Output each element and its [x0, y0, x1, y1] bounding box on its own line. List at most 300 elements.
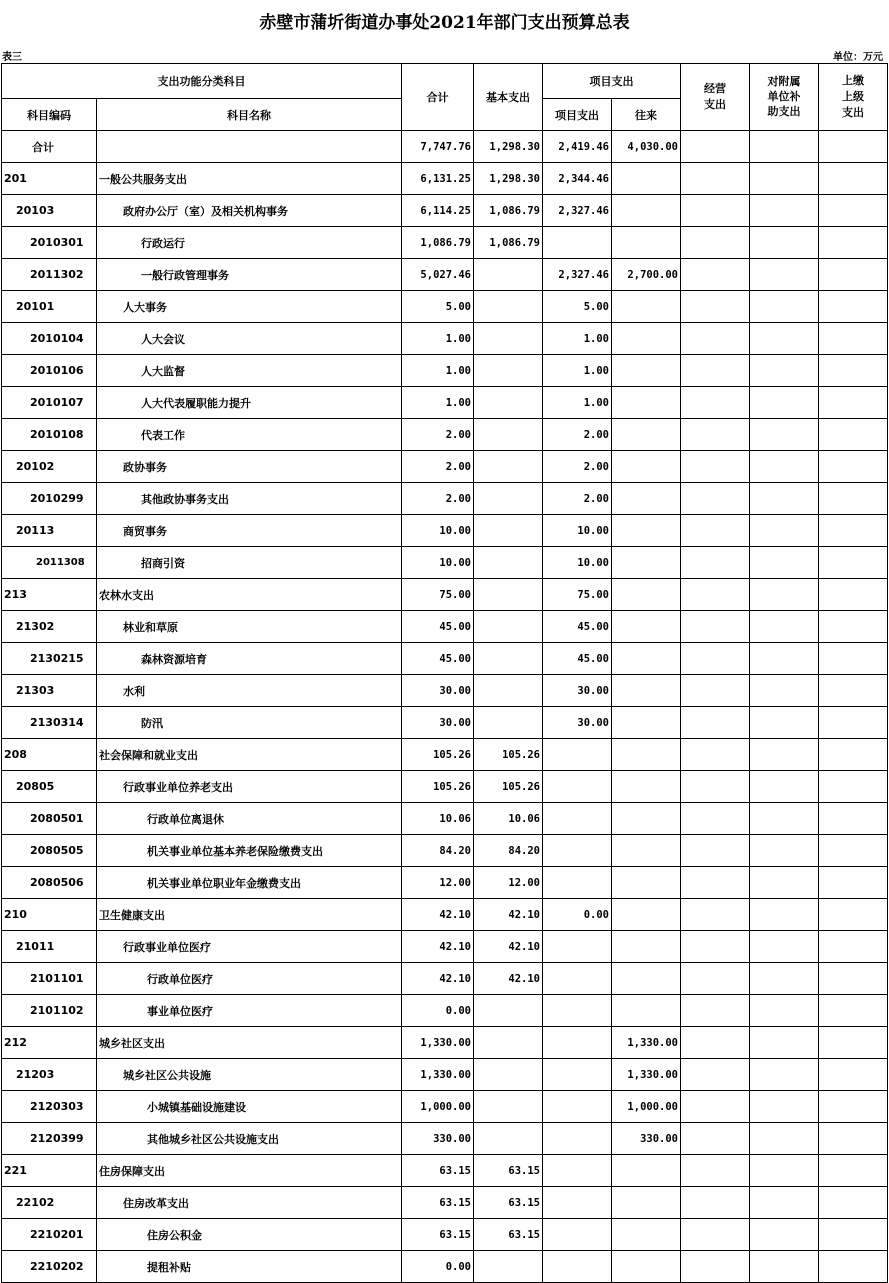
row-operation [681, 419, 750, 451]
table-number: 表三 [2, 52, 22, 63]
row-transfer [612, 547, 681, 579]
table-row [2, 835, 888, 867]
row-transfer [612, 1187, 681, 1219]
row-operation [681, 1091, 750, 1123]
row-name: 农林水支出 [97, 579, 402, 611]
row-subsidy [750, 1123, 819, 1155]
row-code: 21011 [2, 931, 97, 963]
row-project: 10.00 [543, 547, 612, 579]
row-total: 45.00 [402, 611, 474, 643]
row-name: 住房公积金 [97, 1219, 402, 1251]
page-title: 赤壁市蒲圻街道办事处2021年部门支出预算总表 [259, 13, 630, 33]
table-row [2, 291, 888, 323]
row-basic: 42.10 [474, 963, 543, 995]
table-row [2, 1123, 888, 1155]
row-code: 2080501 [2, 803, 97, 835]
row-basic: 1,086.79 [474, 195, 543, 227]
row-total: 12.00 [402, 867, 474, 899]
header-upper-text: 上缴上级支出 [842, 74, 864, 119]
row-name: 其他政协事务支出 [97, 483, 402, 515]
row-transfer [612, 227, 681, 259]
table-row [2, 547, 888, 579]
row-upper [819, 739, 888, 771]
row-subsidy [750, 611, 819, 643]
row-total: 84.20 [402, 835, 474, 867]
row-subsidy [750, 1219, 819, 1251]
header-category: 支出功能分类科目 [2, 64, 402, 99]
row-name: 机关事业单位基本养老保险缴费支出 [97, 835, 402, 867]
row-project [543, 835, 612, 867]
row-basic [474, 355, 543, 387]
row-operation [681, 1219, 750, 1251]
row-total: 1,330.00 [402, 1027, 474, 1059]
row-transfer [612, 899, 681, 931]
row-name: 林业和草原 [97, 611, 402, 643]
row-transfer [612, 803, 681, 835]
row-code: 2101102 [2, 995, 97, 1027]
row-subsidy [750, 515, 819, 547]
row-upper [819, 995, 888, 1027]
row-transfer [612, 515, 681, 547]
header-operation-text: 经营支出 [704, 82, 726, 111]
row-subsidy [750, 1187, 819, 1219]
row-project: 45.00 [543, 643, 612, 675]
row-upper [819, 643, 888, 675]
row-total: 1,086.79 [402, 227, 474, 259]
table-body [2, 131, 888, 1283]
row-code: 2010108 [2, 419, 97, 451]
row-basic [474, 387, 543, 419]
row-operation [681, 1187, 750, 1219]
row-name: 防汛 [97, 707, 402, 739]
row-operation [681, 1155, 750, 1187]
row-transfer [612, 195, 681, 227]
row-code: 2010104 [2, 323, 97, 355]
table-row [2, 195, 888, 227]
row-basic: 105.26 [474, 771, 543, 803]
row-basic: 63.15 [474, 1155, 543, 1187]
row-code: 20103 [2, 195, 97, 227]
row-basic [474, 323, 543, 355]
row-basic: 1,298.30 [474, 163, 543, 195]
row-code: 221 [2, 1155, 97, 1187]
row-operation [681, 259, 750, 291]
row-code: 2010107 [2, 387, 97, 419]
row-project: 2,327.46 [543, 259, 612, 291]
table-row [2, 771, 888, 803]
table-row [2, 803, 888, 835]
row-total: 75.00 [402, 579, 474, 611]
row-project [543, 1155, 612, 1187]
row-operation [681, 483, 750, 515]
row-subsidy [750, 195, 819, 227]
row-code: 20102 [2, 451, 97, 483]
row-basic [474, 707, 543, 739]
row-subsidy [750, 1155, 819, 1187]
row-operation [681, 1059, 750, 1091]
row-name: 代表工作 [97, 419, 402, 451]
table-row [2, 227, 888, 259]
row-name: 行政运行 [97, 227, 402, 259]
row-name: 人大代表履职能力提升 [97, 387, 402, 419]
row-upper [819, 515, 888, 547]
row-basic [474, 1251, 543, 1283]
header-name: 科目名称 [97, 99, 402, 131]
row-transfer [612, 1219, 681, 1251]
budget-table [1, 63, 888, 1283]
row-name: 城乡社区支出 [97, 1027, 402, 1059]
row-name: 提租补贴 [97, 1251, 402, 1283]
row-basic: 42.10 [474, 899, 543, 931]
row-code: 2130215 [2, 643, 97, 675]
table-row [2, 259, 888, 291]
row-subsidy [750, 419, 819, 451]
row-subsidy [750, 291, 819, 323]
row-name [97, 131, 402, 163]
row-name: 招商引资 [97, 547, 402, 579]
row-upper [819, 131, 888, 163]
row-subsidy [750, 899, 819, 931]
table-row [2, 1091, 888, 1123]
row-basic [474, 579, 543, 611]
row-subsidy [750, 547, 819, 579]
row-subsidy [750, 451, 819, 483]
row-project: 30.00 [543, 675, 612, 707]
row-name: 水利 [97, 675, 402, 707]
row-total: 42.10 [402, 899, 474, 931]
row-project [543, 803, 612, 835]
row-total: 2.00 [402, 451, 474, 483]
row-total: 1.00 [402, 387, 474, 419]
row-code: 2101101 [2, 963, 97, 995]
header-total: 合计 [402, 64, 474, 131]
row-transfer [612, 611, 681, 643]
row-upper [819, 547, 888, 579]
row-subsidy [750, 643, 819, 675]
row-code: 2120303 [2, 1091, 97, 1123]
table-row [2, 643, 888, 675]
row-operation [681, 739, 750, 771]
row-project [543, 1251, 612, 1283]
row-total: 105.26 [402, 771, 474, 803]
row-project [543, 1219, 612, 1251]
row-name: 住房保障支出 [97, 1155, 402, 1187]
row-basic [474, 675, 543, 707]
row-upper [819, 451, 888, 483]
row-upper [819, 707, 888, 739]
row-code: 208 [2, 739, 97, 771]
row-basic [474, 419, 543, 451]
row-project [543, 1123, 612, 1155]
header-row-1 [2, 64, 888, 99]
row-project: 2,327.46 [543, 195, 612, 227]
row-transfer [612, 707, 681, 739]
table-row [2, 899, 888, 931]
row-total: 105.26 [402, 739, 474, 771]
row-project: 0.00 [543, 899, 612, 931]
row-transfer [612, 291, 681, 323]
row-subsidy [750, 1027, 819, 1059]
table-row [2, 1027, 888, 1059]
row-total: 1,330.00 [402, 1059, 474, 1091]
row-basic: 63.15 [474, 1219, 543, 1251]
row-basic: 63.15 [474, 1187, 543, 1219]
row-upper [819, 1187, 888, 1219]
row-transfer [612, 1251, 681, 1283]
row-transfer [612, 963, 681, 995]
row-name: 人大会议 [97, 323, 402, 355]
row-operation [681, 579, 750, 611]
row-code: 21302 [2, 611, 97, 643]
row-subsidy [750, 931, 819, 963]
row-name: 行政事业单位医疗 [97, 931, 402, 963]
row-total: 63.15 [402, 1155, 474, 1187]
row-operation [681, 1251, 750, 1283]
row-name: 机关事业单位职业年金缴费支出 [97, 867, 402, 899]
row-project: 75.00 [543, 579, 612, 611]
row-basic [474, 1123, 543, 1155]
row-transfer [612, 355, 681, 387]
row-transfer: 2,700.00 [612, 259, 681, 291]
row-transfer: 1,000.00 [612, 1091, 681, 1123]
row-total: 1.00 [402, 355, 474, 387]
row-project [543, 1027, 612, 1059]
row-transfer [612, 387, 681, 419]
row-basic: 1,086.79 [474, 227, 543, 259]
row-basic [474, 1027, 543, 1059]
row-project: 5.00 [543, 291, 612, 323]
row-total: 10.00 [402, 547, 474, 579]
row-total: 6,114.25 [402, 195, 474, 227]
row-transfer: 4,030.00 [612, 131, 681, 163]
table-row [2, 163, 888, 195]
table-row [2, 675, 888, 707]
row-code: 212 [2, 1027, 97, 1059]
header-operation [681, 64, 750, 131]
row-code: 2011302 [2, 259, 97, 291]
row-operation [681, 1123, 750, 1155]
row-upper [819, 419, 888, 451]
row-operation [681, 195, 750, 227]
row-upper [819, 611, 888, 643]
row-upper [819, 227, 888, 259]
row-total: 330.00 [402, 1123, 474, 1155]
row-transfer [612, 771, 681, 803]
row-transfer: 1,330.00 [612, 1027, 681, 1059]
row-upper [819, 579, 888, 611]
row-subsidy [750, 835, 819, 867]
row-basic [474, 1059, 543, 1091]
row-transfer [612, 643, 681, 675]
row-project: 1.00 [543, 355, 612, 387]
table-row [2, 483, 888, 515]
row-code: 2010301 [2, 227, 97, 259]
row-subsidy [750, 803, 819, 835]
row-subsidy [750, 355, 819, 387]
row-subsidy [750, 1059, 819, 1091]
row-operation [681, 963, 750, 995]
row-project [543, 1059, 612, 1091]
row-upper [819, 963, 888, 995]
row-name: 事业单位医疗 [97, 995, 402, 1027]
row-subsidy [750, 1091, 819, 1123]
row-total: 63.15 [402, 1187, 474, 1219]
row-basic [474, 643, 543, 675]
row-upper [819, 163, 888, 195]
row-code: 2080505 [2, 835, 97, 867]
row-project: 2.00 [543, 419, 612, 451]
row-name: 城乡社区公共设施 [97, 1059, 402, 1091]
row-upper [819, 1059, 888, 1091]
row-code: 21303 [2, 675, 97, 707]
table-row [2, 1251, 888, 1283]
row-code: 22102 [2, 1187, 97, 1219]
row-code: 20113 [2, 515, 97, 547]
row-name: 商贸事务 [97, 515, 402, 547]
row-name: 社会保障和就业支出 [97, 739, 402, 771]
row-upper [819, 835, 888, 867]
header-basic: 基本支出 [474, 64, 543, 131]
row-upper [819, 355, 888, 387]
row-operation [681, 515, 750, 547]
row-project [543, 771, 612, 803]
row-project [543, 963, 612, 995]
row-basic [474, 291, 543, 323]
row-total: 6,131.25 [402, 163, 474, 195]
row-operation [681, 771, 750, 803]
row-operation [681, 355, 750, 387]
row-project [543, 931, 612, 963]
row-upper [819, 291, 888, 323]
table-row [2, 323, 888, 355]
table-row [2, 515, 888, 547]
table-row [2, 579, 888, 611]
row-subsidy [750, 675, 819, 707]
table-row [2, 131, 888, 163]
row-total: 2.00 [402, 419, 474, 451]
header-project: 项目支出 [543, 99, 612, 131]
row-name: 政府办公厅（室）及相关机构事务 [97, 195, 402, 227]
row-transfer [612, 995, 681, 1027]
unit-label: 单位：万元 [833, 52, 883, 63]
row-basic [474, 451, 543, 483]
row-basic [474, 259, 543, 291]
row-transfer [612, 739, 681, 771]
table-row [2, 867, 888, 899]
row-project [543, 1091, 612, 1123]
row-project: 2.00 [543, 451, 612, 483]
row-upper [819, 1219, 888, 1251]
row-code: 合计 [2, 131, 97, 163]
row-subsidy [750, 579, 819, 611]
row-total: 30.00 [402, 675, 474, 707]
row-project [543, 739, 612, 771]
row-subsidy [750, 131, 819, 163]
header-project-group: 项目支出 [543, 64, 681, 99]
row-basic: 105.26 [474, 739, 543, 771]
row-transfer: 1,330.00 [612, 1059, 681, 1091]
row-project: 30.00 [543, 707, 612, 739]
row-project: 1.00 [543, 387, 612, 419]
row-upper [819, 1027, 888, 1059]
row-code: 20805 [2, 771, 97, 803]
row-operation [681, 867, 750, 899]
row-name: 人大事务 [97, 291, 402, 323]
row-project [543, 867, 612, 899]
row-operation [681, 291, 750, 323]
row-operation [681, 131, 750, 163]
row-name: 卫生健康支出 [97, 899, 402, 931]
row-transfer [612, 483, 681, 515]
row-project [543, 995, 612, 1027]
row-operation [681, 899, 750, 931]
row-operation [681, 611, 750, 643]
row-code: 2080506 [2, 867, 97, 899]
row-name: 人大监督 [97, 355, 402, 387]
row-upper [819, 195, 888, 227]
row-code: 2130314 [2, 707, 97, 739]
table-row [2, 1219, 888, 1251]
table-row [2, 1059, 888, 1091]
row-transfer [612, 1155, 681, 1187]
row-total: 10.00 [402, 515, 474, 547]
row-code: 2210202 [2, 1251, 97, 1283]
row-name: 一般行政管理事务 [97, 259, 402, 291]
row-total: 42.10 [402, 963, 474, 995]
row-total: 5.00 [402, 291, 474, 323]
header-transfer: 往来 [612, 99, 681, 131]
row-basic: 42.10 [474, 931, 543, 963]
row-code: 201 [2, 163, 97, 195]
row-total: 0.00 [402, 995, 474, 1027]
row-operation [681, 643, 750, 675]
row-upper [819, 899, 888, 931]
row-subsidy [750, 707, 819, 739]
row-transfer [612, 163, 681, 195]
row-total: 5,027.46 [402, 259, 474, 291]
header-code: 科目编码 [2, 99, 97, 131]
table-row [2, 1187, 888, 1219]
row-operation [681, 163, 750, 195]
row-upper [819, 1091, 888, 1123]
table-row [2, 611, 888, 643]
row-upper [819, 867, 888, 899]
row-operation [681, 1027, 750, 1059]
row-upper [819, 1155, 888, 1187]
row-subsidy [750, 483, 819, 515]
row-name: 行政事业单位养老支出 [97, 771, 402, 803]
row-subsidy [750, 739, 819, 771]
row-name: 行政单位医疗 [97, 963, 402, 995]
row-total: 45.00 [402, 643, 474, 675]
row-operation [681, 931, 750, 963]
row-total: 63.15 [402, 1219, 474, 1251]
row-subsidy [750, 867, 819, 899]
table-row [2, 963, 888, 995]
header-subsidy-text: 对附属单位补助支出 [767, 75, 801, 118]
row-subsidy [750, 227, 819, 259]
row-subsidy [750, 323, 819, 355]
row-subsidy [750, 259, 819, 291]
row-upper [819, 931, 888, 963]
row-upper [819, 1123, 888, 1155]
row-subsidy [750, 387, 819, 419]
row-subsidy [750, 1251, 819, 1283]
row-operation [681, 995, 750, 1027]
row-name: 一般公共服务支出 [97, 163, 402, 195]
row-operation [681, 707, 750, 739]
row-basic [474, 995, 543, 1027]
